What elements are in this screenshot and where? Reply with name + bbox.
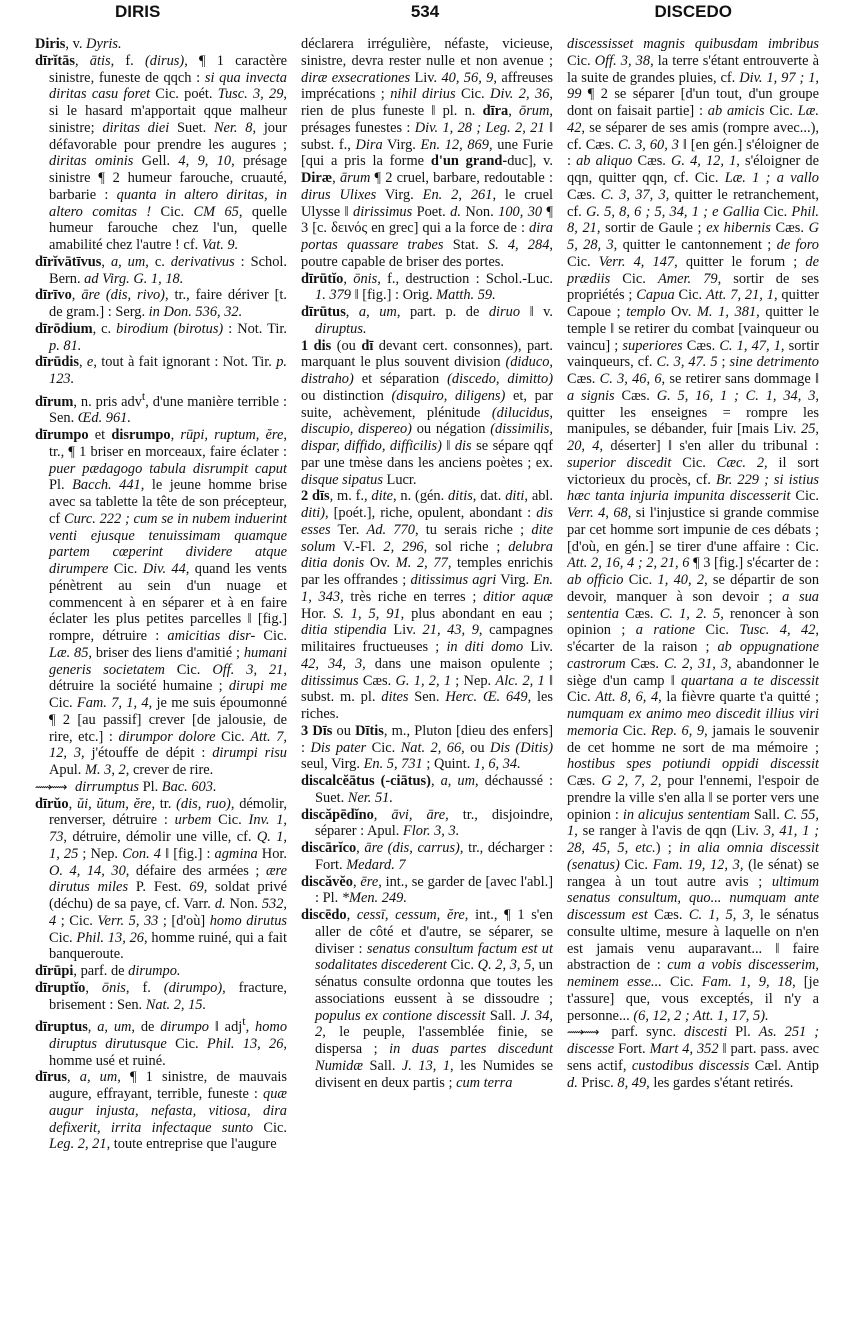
dictionary-entry: dīrīvo, āre (dis, rivo), tr., faire dériver [t. de gram.] : Serg. in Don. 536, 32. bbox=[35, 287, 287, 320]
dictionary-entry: dīruptus, a, um, de dirumpo ‖ adj$^t$, homo diruptus dirutusque Cic. Phil. 13, 26, homme usé et ruiné. bbox=[35, 1014, 287, 1069]
dictionary-entry: 2 dīs, m. f., dite, n. (gén. ditis, dat. diti, abl. diti), [poét.], riche, opulent, abondant : dis esses Ter. Ad. 770, tu serais riche ; dite solum V.-Fl. 2, 296, sol riche ; delubra ditia donis Ov. M. 2, 77, temples enrichis par les offrandes ; ditissimus agri Virg. En. 1, 343, très riche en terres ; ditior aquæ Hor. S. 1, 5, 91, plus abondant en eau ; ditia stipendia Liv. 21, 43, 9, campagnes militaires fructueuses ; in diti domo Liv. 42, 34, 3, dans une maison opulente ; ditissimus Cæs. G. 1, 2, 1 ; Nep. Alc. 2, 1 ‖ subst. m. pl. dites Sen. Herc. Œ. 649, les riches. bbox=[301, 488, 553, 722]
dictionary-entry: dīrumpo et disrumpo, rūpi, ruptum, ĕre, tr., ¶ 1 briser en morceaux, faire éclater : puer pædagogo tabula disrumpit caput Pl. Bacch. 441, le jeune homme brise avec sa tablette la tête de son précepteur, cf Curc. 222 ; cum se in nubem induerint venti ejusque tenuissimam quamque partem cœperint dividere atque dirumpere Cic. Div. 44, quand les vents pénètrent au sein d'un nuage et commencent à en séparer et à en faire éclater les plus petites parcelles ‖ [fig.] rompre, détruire : amicitias disr- Cic. Læ. 85, briser des liens d'amitié ; humani generis societatem Cic. Off. 3, 21, détruire la société humaine ; dirupi me Cic. Fam. 7, 1, 4, je me suis époumonné ¶ 2 [au passif] crever [de jalousie, de rire, etc.] : dirumpor dolore Cic. Att. 7, 12, 3, j'étouffe de dépit : dirumpi risu Apul. M. 3, 2, crever de rire. bbox=[35, 427, 287, 779]
dictionary-entry: ⟿⟿ dirrumptus Pl. Bac. 603. bbox=[35, 778, 217, 795]
dictionary-entry: 3 Dīs ou Dītis, m., Pluton [dieu des enfers] : Dis pater Cic. Nat. 2, 66, ou Dis (Ditis) seul, Virg. En. 5, 731 ; Quint. 1, 6, 34. bbox=[301, 722, 553, 773]
page-header bbox=[0, 0, 850, 30]
dictionary-entry: discessisset magnis quibusdam imbribus Cic. Off. 3, 38, la terre s'étant entrouverte à la suite de grandes pluies, cf. Div. 1, 97 ; 1, 99 ¶ 2 se séparer [d'un tout, d'un groupe dont on faisait partie] : ab amicis Cic. Læ. 42, se séparer de ses amis (rompre avec...), cf. Cæs. C. 3, 60, 3 ‖ [en gén.] s'éloigner de : ab aliquo Cæs. G. 4, 12, 1, s'éloigner de qqn, quitter qqn, cf. Cic. Læ. 1 ; a vallo Cæs. C. 3, 37, 3, quitter le retranchement, cf. G. 5, 8, 6 ; 5, 34, 1 ; e Gallia Cic. Phil. 8, 21, sortir de Gaule ; ex hibernis Cæs. G 5, 28, 3, quitter le cantonnement ; de foro Cic. Verr. 4, 147, quitter le forum ; de prædiis Cic. Amer. 79, sortir de ses propriétés ; Capua Cic. Att. 7, 21, 1, quitter Capoue ; templo Ov. M. 1, 381, quitter le temple ‖ se retirer du combat [vainqueur ou vaincu] ; superiores Cæs. C. 1, 47, 1, sortir vainqueurs, cf. C. 3, 47. 5 ; sine detrimento Cæs. C. 3, 46, 6, se retirer sans dommage ‖ a signis Cæs. G. 5, 16, 1 ; C. 1, 34, 3, quitter les enseignes = rompre les manipules, se débander, fuir [mais Liv. 25, 20, 4, déserter] ‖ s'en aller du tribunal : superior discedit Cic. Cæc. 2, il sort victorieux du procès, cf. Br. 229 ; si istius hæc tanta injuria impunita discesserit Cic. Verr. 4, 68, si l'injustice si grande commise par cet homme sort impunie de ces débats ; [d'où, en gén.] se tirer d'une affaire : Cic. Att. 2, 16, 4 ; 2, 21, 6 ¶ 3 [fig.] s'écarter de : ab officio Cic. 1, 40, 2, se départir de son devoir, manquer à son devoir ; a sua sententia Cæs. C. 1, 2. 5, renoncer à son opinion ; a ratione Cic. Tusc. 4, 42, s'écarter de la raison ; ab oppugnatione castrorum Cæs. C. 2, 31, 3, abandonner le siège d'un camp ‖ quartana a te discessit Cic. Att. 8, 6, 4, la fièvre quarte t'a quitté ; numquam ex animo meo discedit illius viri memoria Cic. Rep. 6, 9, jamais le souvenir de cet homme ne sort de ma mémoire ; hostibus spes potiundi oppidi discessit Cæs. G 2, 7, 2, pour l'ennemi, l'espoir de prendre la ville s'en alla ‖ se porter vers une opinion : in alicujus sententiam Sall. C. 55, 1, se ranger à l'avis de qqn (Liv. 3, 41, 1 ; 28, 45, 5, etc.) ; in alia omnia discessit (senatus) Cic. Fam. 19, 12, 3, (le sénat) se rangea à un tout autre avis ; ultimum senatus consultum, quo... numquam ante discessum est Cæs. C. 1, 5, 3, le sénatus consulte ultime, mesure à laquelle on n'en est jamais venu auparavant... ‖ faire abstraction de : cum a vobis discesserim, neminem esse... Cic. Fam. 1, 9, 18, [je t'assure] que, vous exceptés, il n'y a personne... (6, 12, 2 ; Att. 1, 17, 5). bbox=[567, 36, 819, 1024]
dictionary-entry: dīrūdis, e, tout à fait ignorant : Not. Tir. p. 123. bbox=[35, 354, 287, 387]
dictionary-entry: dīrum, n. pris adv$^t$, d'une manière terrible : Sen. Œd. 961. bbox=[35, 388, 287, 427]
dictionary-entry: dīrŭo, ŭi, ŭtum, ĕre, tr. (dis, ruo), démolir, renverser, détruire : urbem Cic. Inv. 1, 73, détruire, démolir une ville, cf. Q. 1, 1, 25 ; Nep. Con. 4 ‖ [fig.] : agmina Hor. O. 4, 14, 30, défaire des armées ; ære dirutus miles P. Fest. 69, soldat privé (déchu) de sa paye, cf. Varr. d. Non. 532, 4 ; Cic. Verr. 5, 33 ; [d'où] homo dirutus Cic. Phil. 13, 26, homme ruiné, qui a fait banqueroute. bbox=[35, 795, 287, 963]
dictionary-entry: Diris, v. Dyris. bbox=[35, 36, 122, 52]
dictionary-columns bbox=[35, 36, 825, 1331]
column-1 bbox=[35, 36, 287, 1331]
page-number: 534 bbox=[410, 2, 440, 21]
dictionary-entry: déclarera irrégulière, néfaste, vicieuse, sinistre, devra rester nulle et non avenue ; diræ exsecrationes Liv. 40, 56, 9, affreuses imprécations ; nihil dirius Cic. Div. 2, 36, rien de plus funeste ‖ pl. n. dīra, ōrum, présages funestes : Div. 1, 28 ; Leg. 2, 21 ‖ subst. f., Dira Virg. En. 12, 869, une Furie [qui a pris la forme d'un grand-duc], v. Diræ, ārum ¶ 2 cruel, barbare, redoutable : dirus Ulixes Virg. En. 2, 261, le cruel Ulysse ‖ dirissimus Poet. d. Non. 100, 30 ¶ 3 [c. δεινός en grec] qui a la force de : dira portas quassare trabes Stat. S. 4, 284, poutre capable de briser des portes. bbox=[301, 36, 553, 270]
dictionary-entry: dīrōdium, c. birodium (birotus) : Not. Tir. p. 81. bbox=[35, 320, 287, 354]
dictionary-entry: discăvĕo, ēre, int., se garder de [avec l'abl.] : Pl. *Men. 249. bbox=[301, 873, 553, 907]
dictionary-entry: dīrĭvātīvus, a, um, c. derivativus : Schol. Bern. ad Virg. G. 1, 18. bbox=[35, 253, 287, 287]
dictionary-entry: discēdo, cessī, cessum, ĕre, int., ¶ 1 s'en aller de côté et d'autre, se séparer, se diviser : senatus consultum factum est ut sodalitates discederent Cic. Q. 2, 3, 5, un sénatus consulte ordonna que toutes les associations eussent à se dissoudre ; populus ex contione discessit Sall. J. 34, 2, le peuple, l'assemblée finie, se dispersa ; in duas partes discedunt Numidæ Sall. J. 13, 1, les Numides se divisent en deux partis ; cum terra bbox=[301, 907, 553, 1091]
running-head-left: DIRIS bbox=[115, 2, 161, 21]
dictionary-entry: dīrĭtās, ātis, f. (dirus), ¶ 1 caractère sinistre, funeste de qqch : si qua invecta diritas casu foret Cic. poét. Tusc. 3, 29, si le hasard m'apportait qque malheur sinistre; diritas diei Suet. Ner. 8, jour défavorable pour prendre les augures ; diritas ominis Gell. 4, 9, 10, présage sinistre ¶ 2 humeur farouche, cruauté, barbarie : quanta in altero diritas, in altero comitas ! Cic. CM 65, quelle humeur farouche chez l'un, quelle amabilité chez l'autre ! cf. Vat. 9. bbox=[35, 52, 287, 253]
column-2 bbox=[301, 36, 553, 1331]
dictionary-entry: discăpēdĭno, āvi, āre, tr., disjoindre, séparer : Apul. Flor. 3, 3. bbox=[301, 806, 553, 840]
dictionary-entry: dīrus, a, um, ¶ 1 sinistre, de mauvais augure, effrayant, terrible, funeste : quæ augur injusta, nefasta, vitiosa, dira defixerit, irrita infectaque sunto Cic. Leg. 2, 21, toute entreprise que l'augure bbox=[35, 1069, 287, 1153]
dictionary-entry: dīruptĭo, ōnis, f. (dirumpo), fracture, brisement : Sen. Nat. 2, 15. bbox=[35, 979, 287, 1013]
dictionary-entry: dīrūtĭo, ōnis, f., destruction : Schol.-Luc. 1. 379 ‖ [fig.] : Orig. Matth. 59. bbox=[301, 270, 553, 304]
dictionary-entry: 1 dis (ou dī devant cert. consonnes), part. marquant le plus souvent division (diduco, distraho) et séparation (discedo, dimitto) ou distinction (disquiro, diligens) et, par suite, achèvement, plénitude (dilucidus, discupio, dispereo) ou négation (dissimilis, dispar, diffido, difficilis) ‖ dis se sépare qqf par une tmèse dans les anciens poètes ; ex. disque sipatus Lucr. bbox=[301, 337, 553, 488]
column-3 bbox=[567, 36, 819, 1331]
dictionary-entry: ⟿⟿ parf. sync. discesti Pl. As. 251 ; discesse Fort. Mart 4, 352 ‖ part. pass. avec sens actif, custodibus discessis Cæl. Antip d. Prisc. 8, 49, les gardes s'étant retirés. bbox=[567, 1024, 819, 1091]
dictionary-entry: discalcĕātus (-ciātus), a, um, déchaussé : Suet. Ner. 51. bbox=[301, 773, 553, 806]
running-head-right: DISCEDO bbox=[654, 2, 732, 21]
dictionary-entry: dīrūtus, a, um, part. p. de diruo ‖ v. diruptus. bbox=[301, 304, 553, 337]
dictionary-entry: dīrūpi, parf. de dirumpo. bbox=[35, 963, 181, 980]
dictionary-entry: discārĭco, āre (dis, carrus), tr., décharger : Fort. Medard. 7 bbox=[301, 840, 553, 873]
